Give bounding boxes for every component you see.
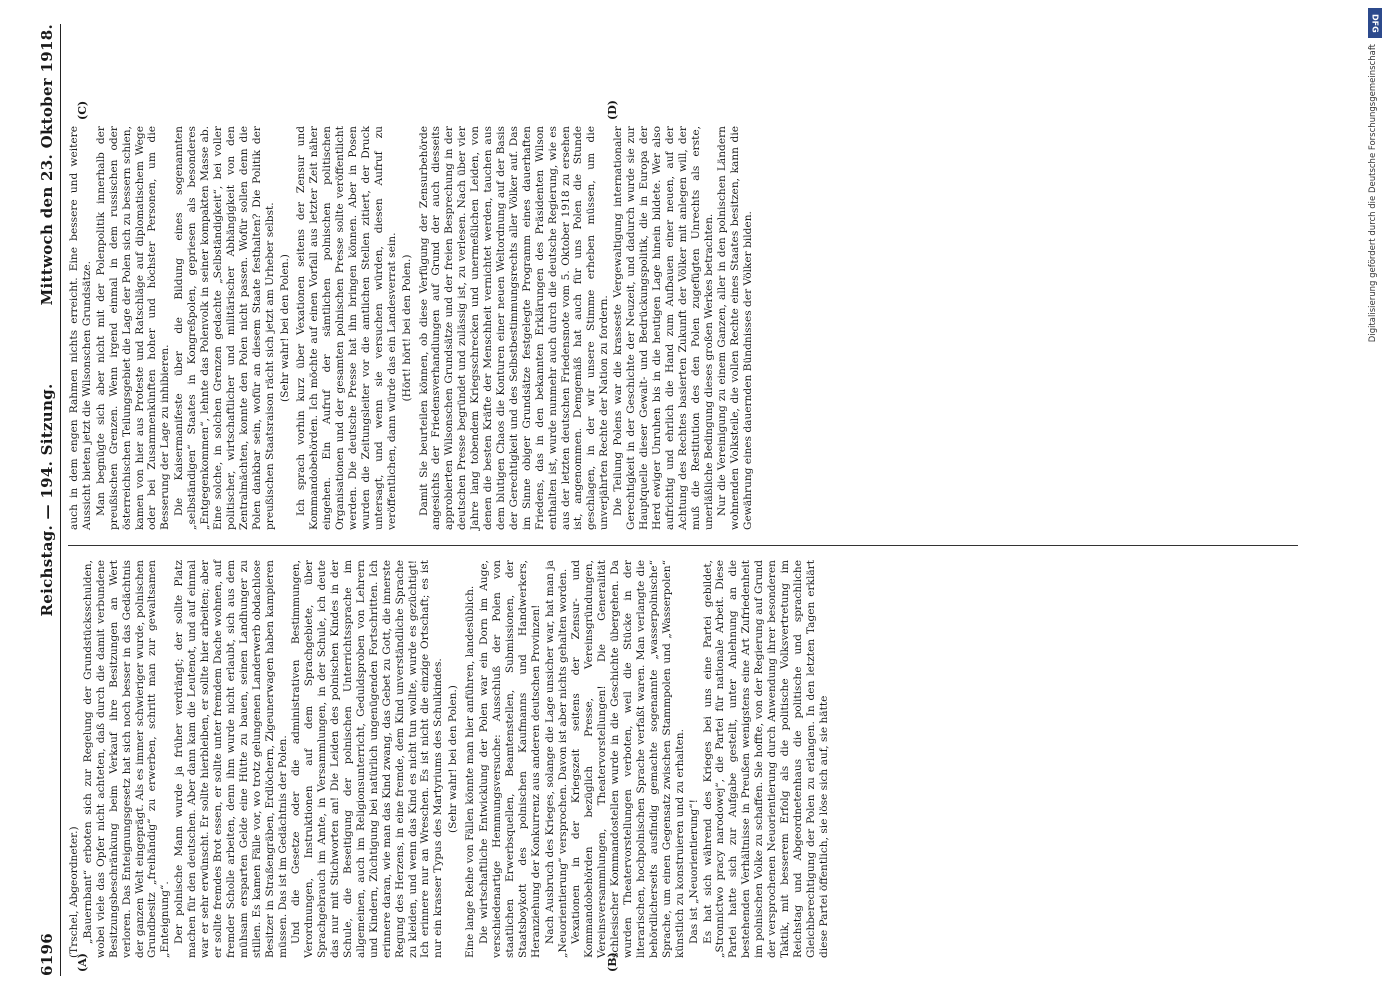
margin-marker-d: (D) <box>606 100 619 120</box>
right-column <box>68 126 756 530</box>
credit-strip <box>1367 0 1383 1000</box>
paragraph: Und die Gesetze oder die administrativen Bestimmungen, Verordnungen, Instruktionen auf dem Sprachgebiete, über Sprachgebrauch im Amte, in Versammlungen, in der Schule, ich deute das nur mit Stichworten an! Die Leiden des polnischen Kindes in der Schule, die Beseitigung der polnischen Unterrichtssprache im allgemeinen, auch im Religionsunterricht, Geduldsproben von Lehrern und Kindern, Züchtigung bei natürlich ungenügenden Fortschritten. Ich erinnere daran, wie man das Kind zwang, das Gebet zu Gott, die innerste Regung des Herzens, in eine fremde, dem Kind unverständliche Sprache zu kleiden, und wenn das Kind es nicht tun wollte, wurde es gezüchtigt! Ich erinnere nur an Wreschen. Es ist nicht die einzige Ortschaft; es ist nur ein krasser Typus des Martyriums des Schulkindes. <box>290 560 445 958</box>
paragraph: Ich sprach vorhin kurz über Vexationen seitens der Zensur und Kommandobehörden. Ich möchte auf einen Vorfall aus letzter Zeit näher eingehen. Ein Aufruf der sämtlichen polnischen politischen Organisationen und der gesamten polnischen Presse sollte veröffentlicht werden. Die deutsche Presse hat ihn bringen können. Aber in Posen wurden die Zeitungsleiter vor die amtlichen Stellen zitiert, der Druck untersagt, und wenn sie versuchen würden, diesen Aufruf zu veröffentlichen, dann würde das ein Landesverrat sein. <box>295 126 398 530</box>
left-column <box>68 560 832 958</box>
interjection: (Hört! hört! bei den Polen.) <box>400 254 413 402</box>
paragraph: auch in dem engen Rahmen nichts erreicht. Eine bessere und weitere Aussicht bieten jetzt die Wilsonschen Grundsätze. <box>68 126 93 530</box>
column-divider <box>68 545 1298 546</box>
credit-text: Digitalisierung gefördert durch die Deutsche Forschungsgemeinschaft <box>1368 44 1378 343</box>
paragraph: Es hat sich während des Krieges bei uns eine Partei gebildet, „Stronnictwo pracy narodowej“, die Partei für nationale Arbeit. Diese Partei hatte sich zur Aufgabe gestellt, unter Anlehnung an die bestehenden Verhältnisse in Preußen wenigstens eine Art Zufriedenheit im polnischen Volke zu schaffen. Sie hoffte, von der Regierung auf Grund der versprochenen Neuorientierung durch Anwendung ihrer besonderen Taktik, mit besserem Erfolg als die politische Volksvertretung im Reichstag und Abgeordnetenhaus die politische und sprachliche Gleichberechtigung der Polen zu erlangen. In den letzten Tagen erklärt diese Partei öffentlich, sie löse sich auf, sie hätte <box>701 560 830 958</box>
paragraph: „Bauernbant“ erboten sich zur Regelung der Grundstücksschulden, wobei viele das Opfer nicht achteten, daß durch die damit verbundene Besitzungsbeschränkung beim Verkauf ihre Besitzungen an Wert verloren. Das Enteignungsgesetz hat sich noch besser in das Gedächtnis der ganzen Welt eingeprägt. Als es immer schwieriger wurde, polnischen Grundbesitz „freihändig“ zu erwerben, schritt man zur gewaltsamen „Enteignung“. <box>81 560 172 958</box>
paragraph: Eine lange Reihe von Fällen könnte man hier anführen, landesüblich. <box>464 585 477 958</box>
interjection: (Sehr wahr! bei den Polen.) <box>447 685 460 833</box>
paragraph: Der polnische Mann wurde ja früher verdrängt; der sollte Platz machen für den deutschen. Aber dann kam die Leutenot, und auf einmal war er sehr erwünscht. Er sollte hierbleiben, er sollte hier arbeiten; aber er sollte fremdes Brot essen, er sollte unter fremdem Dache wohnen, auf fremder Scholle arbeiten, denn ihm wurde nicht erlaubt, sich aus dem mühsam ersparten Gelde eine Hütte zu bauen, seinen Landhunger zu stillen. Es kamen Fälle vor, wo trotz gelungenen Landerwerb obdachlose Besitzer in Straßengräben, Erdlöchern, Zigeunerwagen haben kampieren müssen. Das ist im Gedächtnis der Polen. <box>173 560 289 958</box>
page-header <box>36 24 62 976</box>
paragraph: Das ist „Neuorientierung“! <box>687 799 700 944</box>
interjection: (Sehr wahr! bei den Polen.) <box>278 254 291 402</box>
margin-marker-b: (B) <box>606 952 619 972</box>
margin-marker-c: (C) <box>76 100 89 120</box>
paragraph: Vexationen in der Kriegszeit seitens der Zensur- und Kommandobehörden bezüglich Presse, Vereinsgründungen, Vereinsversammlungen, Theatervorstellungen! Die Generalität schlesischer Kommandostellen wurde in die Geschichte übergehen. Da wurden Theatervorstellungen verboten, weil die Stücke in der literarischen, hochpolnischen Sprache verfaßt waren. Man verlangte die behördlicherseits ausfindig gemachte sogenannte „wasserpolnische“ Sprache, um einen Gegensatz zwischen Stammpolen und „Wasserpolen“ künstlich zu konstruieren und zu erhalten. <box>570 560 686 958</box>
paragraph: Die wirtschaftliche Entwicklung der Polen war ein Dorn im Auge, verschiedenartige Hemmungsversuche: Ausschluß der Polen von staatlichen Erwerbsquellen, Beamtenstellen, Submissionen, der Staatsboykott des polnischen Kaufmanns und Handwerkers, Heranziehung der Konkurrenz aus anderen deutschen Provinzen! <box>478 560 542 958</box>
page-date: Mittwoch den 23. Oktober 1918. <box>38 24 56 306</box>
dfg-logo: DFG <box>1368 8 1382 38</box>
paragraph: Nach Ausbruch des Krieges, solange die Lage unsicher war, hat man ja „Neuorientierung“ versprochen. Davon ist aber nichts gehalten worden. <box>543 560 569 958</box>
paragraph: Damit Sie beurteilen können, ob diese Verfügung der Zensurbehörde angesichts der Friedensverhandlungen auf Grund der auch diesseits approbierten Wilsonschen Grundsätze und der freien Besprechung in der deutschen Presse begründet und zulässig ist, zu verlesen. Nach über vier Jahre lang tobendem Kriegsschrecken und unermeßlichen Leiden, von denen die besten Kräfte der Menschheit vernichtet werden, tauchen aus dem blutigen Chaos die Konturen einer neuen Weltordnung auf der Basis der Gerechtigkeit und des Selbstbestimmungsrechts aller Völker auf. Das im Sinne obiger Grundsätze festgelegte Programm eines dauerhaften Friedens, das in den bekannten Erklärungen des Präsidenten Wilson enthalten ist, wurde nunmehr auch durch die deutsche Regierung, wie es aus der letzten deutschen Friedensnote vom 5. Oktober 1918 zu ersehen ist, angenommen. Demgemäß hat auch für uns Polen die Stunde geschlagen, in der wir unsere Stimme erheben müssen, um die unverjährten Rechte der Nation zu fordern. <box>417 126 611 530</box>
speaker-note: (Trschel, Abgeordneter.) <box>68 826 80 958</box>
paragraph: Die Teilung Polens war die krasseste Vergewaltigung internationaler Gerechtigkeit in der Geschichte der Neuzeit, und dadurch wurde sie zur Hauptquelle dieser Gewalt- und Bedrückungspolitik, die in Europa der Herd ewiger Unruhen bis in die heutigen Lage hinein bildete. Wer also aufrichtig und ehrlich die Hand zum Aufbauen einer neuen, auf der Achtung des Rechtes basierten Zukunft der Völker mit anlegen will, der muß die Restitution des den Polen zugefügten Unrechts als erste, unerläßliche Bedingung dieses großen Werkes betrachten. <box>612 126 715 530</box>
page-title: Reichstag. — 194. Sitzung. <box>38 383 56 617</box>
page-number: 6196 <box>38 933 56 976</box>
margin-marker-a: (A) <box>76 953 89 972</box>
paragraph: Die Kaisermanifeste über die Bildung eines sogenannten „selbständigen“ Staates in Kongreßpolen, gepriesen als besonderes „Entgegenkommen“, lehnte das Polenvolk in seiner kompakten Masse ab. Eine solche, in solchen Grenzen gedachte „Selbständigkeit“, bei voller politischer, wirtschaftlicher und militärischer Abhängigkeit von den Zentralmächten, konnte den Polen nicht passen. Wofür sollen denn die Polen dankbar sein, wofür an diesem Staate festhalten? Die Politik der preußischen Staatsraison rächt sich jetzt am Urheber selbst. <box>173 126 276 530</box>
header-rule <box>60 24 61 976</box>
paragraph: Nur die Vereinigung zu einem Ganzen, aller in den polnischen Ländern wohnenden Volksteile, die vollen Rechte eines Staates besitzen, kann die Gewährung eines dauernden Bündnisses der Völker bilden. <box>716 126 755 530</box>
paragraph: Man begnügte sich aber nicht mit der Polenpolitik innerhalb der preußischen Grenzen. Wenn irgend einmal in dem russischen oder österreichischen Teilungsgebiet die Lage der Polen sich zu bessern schien, kamen von hier aus Proteste und Ratschläge auf diplomatischem Wege oder bei Zusammenkünften hoher und höchster Personen, um die Besserung der Lage zu inhibieren. <box>94 126 172 530</box>
